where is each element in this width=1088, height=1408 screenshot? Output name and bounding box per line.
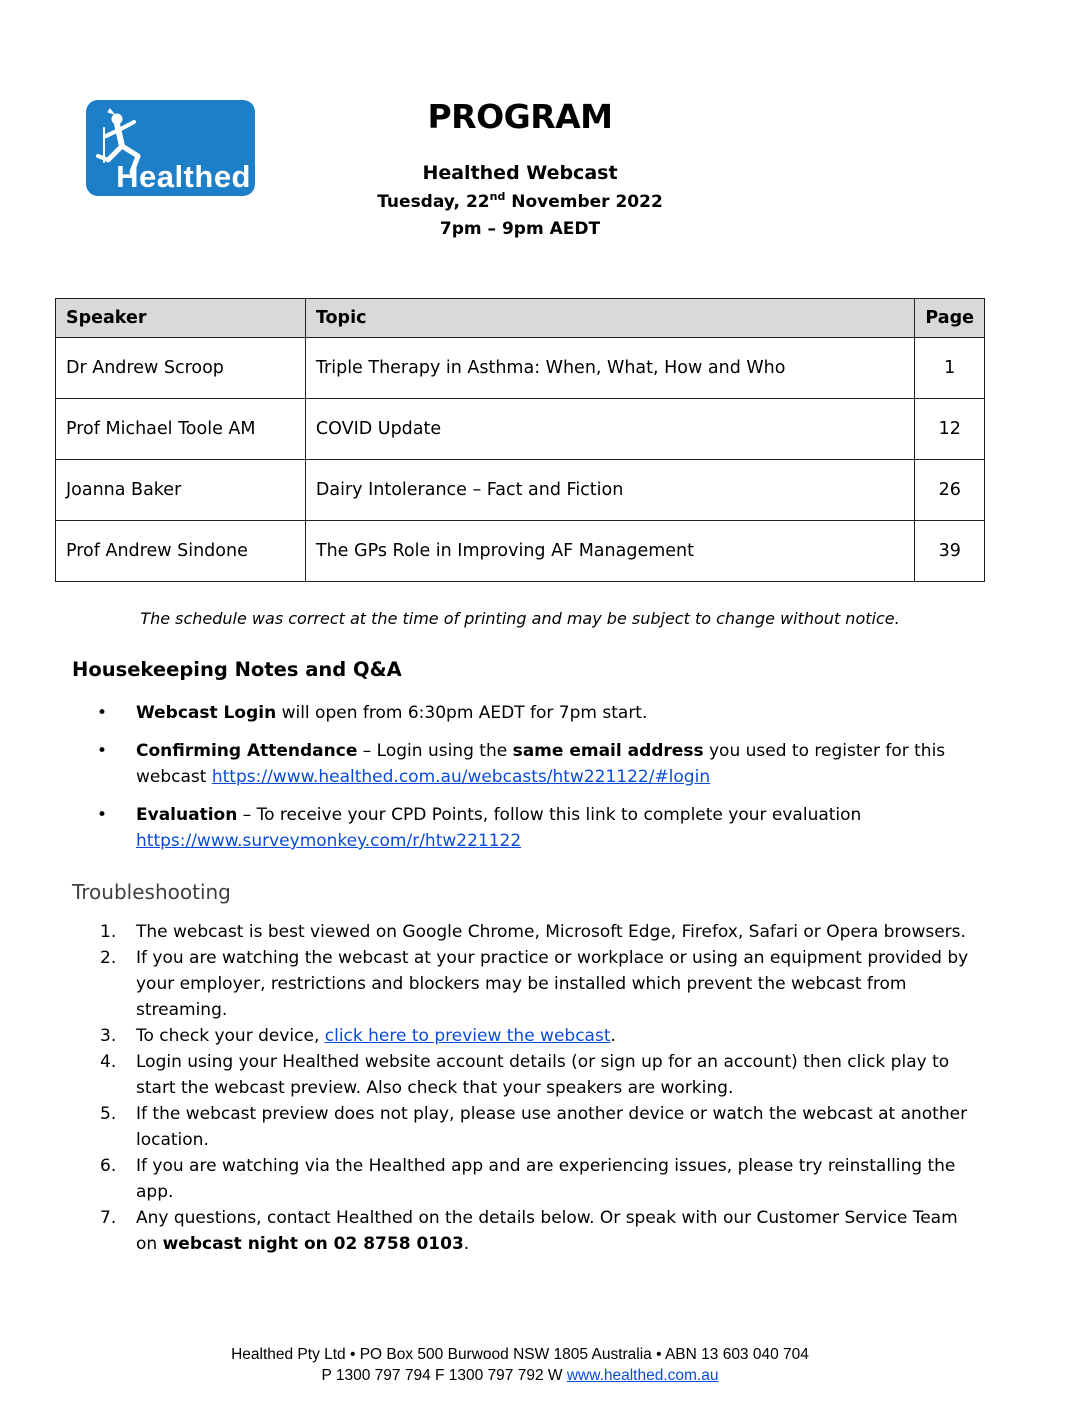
list-item: 6. If you are watching via the Healthed app and are experiencing issues, please try reinstalling the app. — [100, 1156, 956, 1202]
table-row — [56, 399, 985, 460]
speaker-cell: Prof Michael Toole AM — [56, 399, 306, 460]
troubleshooting-list — [100, 919, 980, 1257]
evaluation-link[interactable]: https://www.surveymonkey.com/r/htw221122 — [136, 831, 522, 851]
page-cell: 1 — [915, 338, 985, 399]
healthed-logo — [86, 100, 255, 196]
list-item: 5. If the webcast preview does not play, please use another device or watch the webcast at another location. — [100, 1104, 968, 1150]
topic-cell: The GPs Role in Improving AF Management — [305, 521, 915, 582]
schedule-disclaimer: The schedule was correct at the time of printing and may be subject to change without notice. — [140, 609, 900, 628]
table-row — [56, 521, 985, 582]
page-cell: 26 — [915, 460, 985, 521]
page-cell: 12 — [915, 399, 985, 460]
bullet-icon: • — [97, 703, 108, 723]
list-item: • Webcast Login will open from 6:30pm AEDT for 7pm start. — [97, 700, 977, 726]
list-item: 1. The webcast is best viewed on Google Chrome, Microsoft Edge, Firefox, Safari or Opera browsers. — [100, 922, 966, 942]
table-header-row — [56, 299, 985, 338]
table-row — [56, 338, 985, 399]
table-row — [56, 460, 985, 521]
list-item: 2. If you are watching the webcast at your practice or workplace or using an equipment provided by your employer, restrictions and blockers may be installed which prevent the webcast from streaming. — [100, 948, 969, 1020]
housekeeping-heading: Housekeeping Notes and Q&A — [72, 658, 402, 681]
preview-webcast-link[interactable]: click here to preview the webcast — [324, 1026, 611, 1046]
topic-cell: Triple Therapy in Asthma: When, What, How and Who — [305, 338, 915, 399]
speaker-cell: Joanna Baker — [56, 460, 306, 521]
event-date: Tuesday, 22nd November 2022 — [377, 190, 663, 212]
website-link[interactable]: www.healthed.com.au — [566, 1367, 719, 1384]
event-name: Healthed Webcast — [422, 162, 618, 184]
bullet-icon: • — [97, 741, 108, 761]
logo-wordmark: Healthed — [116, 159, 251, 194]
footer-contact: P 1300 797 794 F 1300 797 792 W www.healthed.com.au — [321, 1367, 719, 1384]
list-item: 7. Any questions, contact Healthed on the details below. Or speak with our Customer Service Team on webcast night on 02 8758 0103. — [100, 1208, 958, 1254]
list-item: 3. To check your device, click here to preview the webcast. — [100, 1026, 616, 1046]
topic-cell: COVID Update — [305, 399, 915, 460]
event-time: 7pm – 9pm AEDT — [439, 219, 601, 239]
list-item: • Confirming Attendance – Login using the same email address you used to register for this webcast https://www.healthed.com.au/webcasts/htw221122/#login — [97, 738, 977, 790]
speaker-cell: Dr Andrew Scroop — [56, 338, 306, 399]
housekeeping-list — [97, 700, 977, 866]
topic-cell: Dairy Intolerance – Fact and Fiction — [305, 460, 915, 521]
page-cell: 39 — [915, 521, 985, 582]
speaker-cell: Prof Andrew Sindone — [56, 521, 306, 582]
list-item: • Evaluation – To receive your CPD Points, follow this link to complete your evaluation https://www.surveymonkey.com/r/htw221122 — [97, 802, 977, 854]
list-item: 4. Login using your Healthed website account details (or sign up for an account) then click play to start the webcast preview. Also check that your speakers are working. — [100, 1052, 950, 1098]
footer — [0, 1344, 1040, 1386]
column-header-topic: Topic — [305, 299, 915, 338]
webcast-login-link[interactable]: https://www.healthed.com.au/webcasts/htw221122/#login — [211, 767, 711, 787]
page-title: PROGRAM — [427, 97, 613, 136]
column-header-page: Page — [915, 299, 985, 338]
bullet-icon: • — [97, 805, 108, 825]
troubleshooting-heading: Troubleshooting — [72, 880, 231, 904]
program-table — [55, 298, 985, 582]
column-header-speaker: Speaker — [56, 299, 306, 338]
footer-address: Healthed Pty Ltd • PO Box 500 Burwood NSW 1805 Australia • ABN 13 603 040 704 — [231, 1346, 809, 1363]
